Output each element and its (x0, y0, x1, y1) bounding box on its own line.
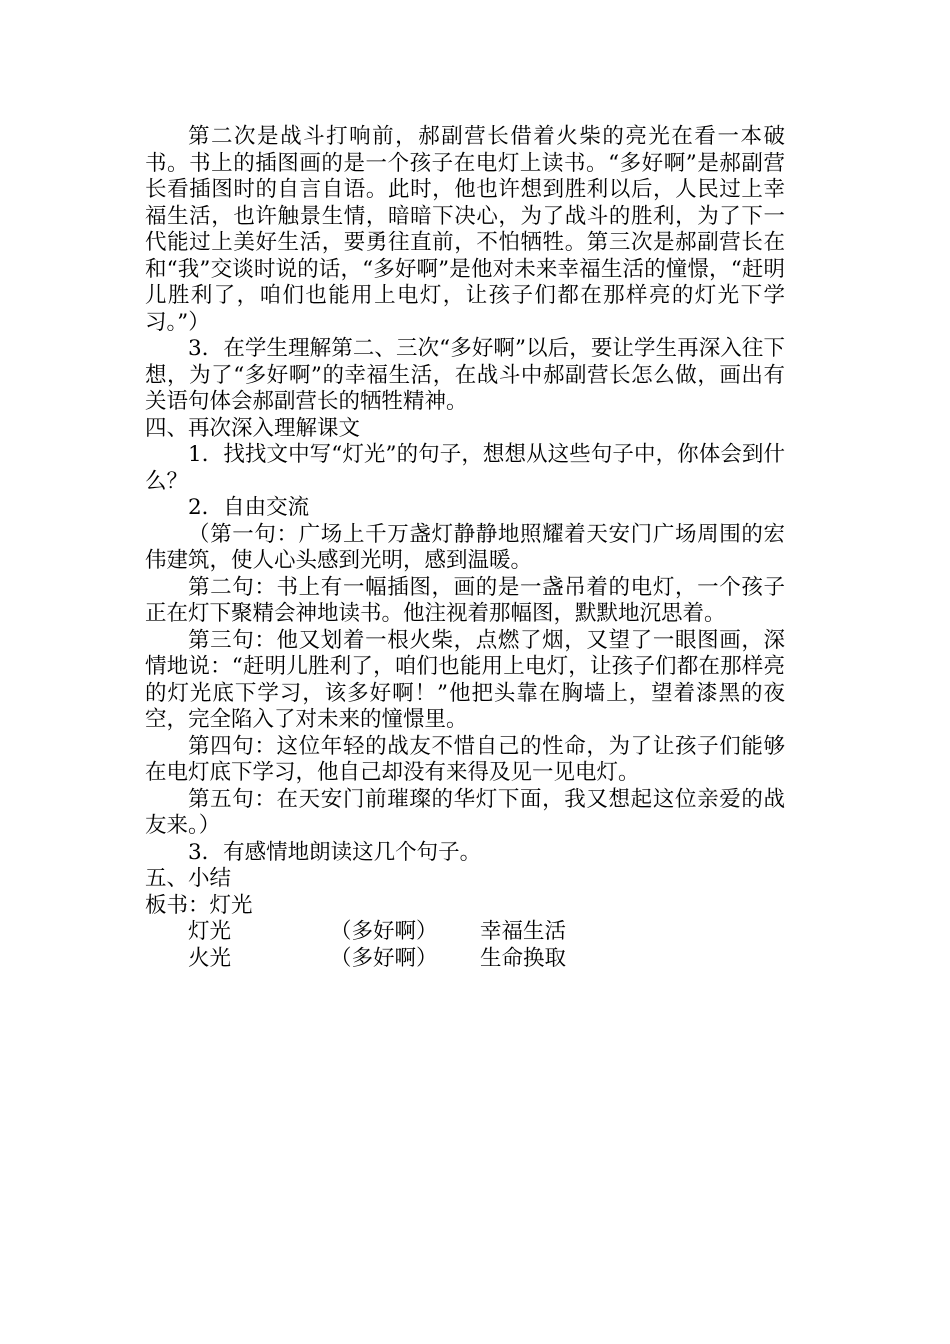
paragraph: 第四句：这位年轻的战友不惜自己的性命，为了让孩子们能够在电灯底下学习，他自己却没有来得及见一见电灯。 (145, 733, 785, 785)
paragraph: （第一句：广场上千万盏灯静静地照耀着天安门广场周围的宏伟建筑，使人心头感到光明，感到温暖。 (145, 521, 785, 573)
paragraph: 1．找找文中写“灯光”的句子，想想从这些句子中，你体会到什么？ (145, 442, 785, 494)
board-cell-left: 火光 (188, 945, 232, 971)
board-cell-middle: （多好啊） (330, 945, 438, 971)
paragraph: 第二次是战斗打响前，郝副营长借着火柴的亮光在看一本破书。书上的插图画的是一个孩子在电灯上读书。“多好啊”是郝副营长看插图时的自言自语。此时，他也许想到胜利以后，人民过上幸福生活，也许触景生情，暗暗下决心，为了战斗的胜利，为了下一代能过上美好生活，要勇往直前，不怕牺牲。第三次是郝副营长在和“我”交谈时说的话，“多好啊”是他对未来幸福生活的憧憬，“赶明儿胜利了，咱们也能用上电灯，让孩子们都在那样亮的灯光下学习。”） (145, 124, 785, 335)
paragraph: 第三句：他又划着一根火柴，点燃了烟，又望了一眼图画，深情地说：“赶明儿胜利了，咱们也能用上电灯，让孩子们都在那样亮的灯光底下学习，该多好啊！”他把头靠在胸墙上，望着漆黑的夜空，完全陷入了对未来的憧憬里。 (145, 627, 785, 732)
board-table (145, 919, 785, 972)
document-body (145, 124, 785, 972)
board-cell-right: 幸福生活 (480, 919, 567, 944)
board-row (145, 919, 785, 946)
board-cell-middle: （多好啊） (330, 919, 438, 944)
paragraph: 第五句：在天安门前璀璨的华灯下面，我又想起这位亲爱的战友来。） (145, 786, 785, 838)
paragraph: 2．自由交流 (188, 495, 310, 520)
board-cell-left: 灯光 (188, 919, 232, 944)
paragraph: 3．有感情地朗读这几个句子。 (188, 839, 482, 865)
section-heading: 四、再次深入理解课文 (145, 415, 361, 441)
paragraph: 3．在学生理解第二、三次“多好啊”以后，要让学生再深入往下想，为了“多好啊”的幸福生活，在战斗中郝副营长怎么做，画出有关语句体会郝副营长的牺牲精神。 (145, 336, 785, 414)
paragraph: 第二句：书上有一幅插图，画的是一盏吊着的电灯，一个孩子正在灯下聚精会神地读书。他注视着那幅图，默默地沉思着。 (145, 574, 785, 626)
board-row (145, 946, 785, 973)
section-heading: 五、小结 (145, 866, 232, 891)
board-cell-right: 生命换取 (480, 945, 567, 971)
board-title: 板书：灯光 (145, 892, 253, 918)
